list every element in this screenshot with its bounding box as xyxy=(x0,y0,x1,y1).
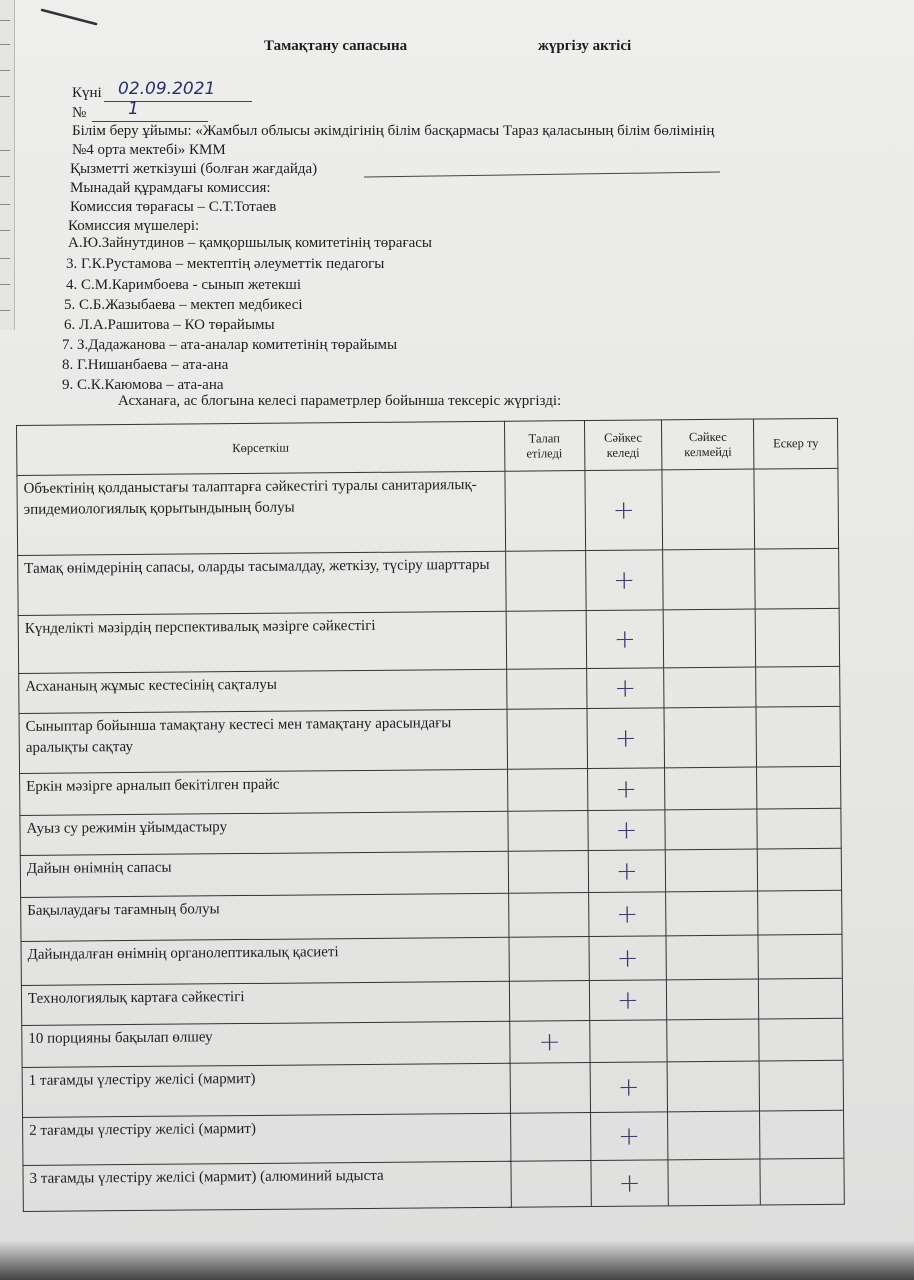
compliant-cell: + xyxy=(587,768,665,811)
compliant-cell xyxy=(589,1020,667,1063)
inspection-intro: Асханаға, ас блогына келесі параметрлер бойынша тексеріс жүргізді: xyxy=(118,393,562,409)
date-underline xyxy=(104,101,252,102)
noncompliant-cell xyxy=(665,809,757,850)
required-cell xyxy=(507,769,587,812)
required-cell xyxy=(508,851,588,894)
column-header-criterion: Көрсеткіш xyxy=(17,421,505,475)
table-header-row xyxy=(17,418,838,475)
note-cell xyxy=(759,1060,843,1111)
number-label: № xyxy=(72,105,87,121)
table-row xyxy=(21,890,842,941)
note-cell xyxy=(755,608,839,667)
criterion-cell: 1 тағамды үлестіру желісі (мармит) xyxy=(22,1063,510,1117)
noncompliant-cell xyxy=(667,979,759,1020)
inspection-checklist-table xyxy=(16,418,845,1212)
table-row xyxy=(23,1158,844,1211)
note-cell xyxy=(757,766,841,809)
compliant-cell: + xyxy=(586,610,664,669)
note-cell xyxy=(756,706,840,767)
note-cell xyxy=(758,890,842,935)
noncompliant-cell xyxy=(664,667,756,708)
table-row xyxy=(18,608,839,673)
required-cell xyxy=(507,709,587,770)
required-cell xyxy=(509,981,589,1022)
required-cell xyxy=(505,471,585,552)
required-cell xyxy=(505,551,585,612)
criterion-cell: Еркін мәзірге арналып бекітілген прайс xyxy=(20,769,508,815)
compliant-cell: + xyxy=(590,1112,668,1161)
member-item: 4. С.М.Каримбоева - сынып жетекші xyxy=(66,277,301,293)
member-item: 5. С.Б.Жазыбаева – мектеп медбикесі xyxy=(64,297,303,313)
criterion-cell: Бақылаудағы тағамның болуы xyxy=(21,893,509,941)
required-cell xyxy=(508,811,588,852)
provider-underline xyxy=(364,172,720,178)
required-cell xyxy=(508,893,588,938)
table-row xyxy=(21,934,842,985)
date-row xyxy=(72,84,102,102)
criterion-cell: Тамақ өнімдерінің сапасы, оларды тасымалдау, жеткізу, түсіру шарттары xyxy=(18,551,506,615)
column-header-note: Ескер ту xyxy=(754,418,838,469)
note-cell xyxy=(759,1018,843,1061)
criterion-cell: Дайын өнімнің сапасы xyxy=(20,851,508,897)
note-cell xyxy=(758,934,842,979)
criterion-cell: 10 порцияны бақылап өлшеу xyxy=(22,1021,510,1067)
act-title-left: Тамақтану сапасына xyxy=(264,38,408,54)
note-cell xyxy=(759,978,843,1019)
required-cell xyxy=(511,1161,591,1208)
criterion-cell: Асхананың жұмыс кестесінің сақталуы xyxy=(19,669,507,713)
table-row xyxy=(22,1018,843,1067)
noncompliant-cell xyxy=(662,469,755,550)
note-cell xyxy=(754,468,839,549)
noncompliant-cell xyxy=(666,891,758,936)
criterion-cell: Ауыз су режимін ұйымдастыру xyxy=(20,811,508,855)
member-item: 8. Г.Нишанбаева – ата-ана xyxy=(62,357,229,373)
table-row xyxy=(17,468,839,555)
photo-bottom-shadow xyxy=(0,1240,914,1280)
noncompliant-cell xyxy=(665,849,757,892)
noncompliant-cell xyxy=(663,549,755,610)
table-row xyxy=(20,766,841,815)
members-label: Комиссия мүшелері: xyxy=(68,218,200,234)
member-item: 7. З.Дадажанова – ата-аналар комитетінің төрайымы xyxy=(62,337,398,353)
number-value: 1 xyxy=(128,99,139,119)
note-cell xyxy=(760,1110,844,1159)
compliant-cell: + xyxy=(589,980,667,1021)
compliant-cell: + xyxy=(584,470,662,551)
required-cell xyxy=(510,1063,590,1114)
adjacent-page-edge xyxy=(0,0,15,330)
member-item: 3. Г.К.Рустамова – мектептің әлеуметтік педагогы xyxy=(66,256,385,272)
noncompliant-cell xyxy=(667,1019,759,1062)
note-cell xyxy=(760,1158,844,1205)
noncompliant-cell xyxy=(663,609,755,668)
commission-intro: Мынадай құрамдағы комиссия: xyxy=(70,180,271,196)
criterion-cell: Күнделікті мәзірдің перспективалық мәзірге сәйкестігі xyxy=(18,611,506,673)
table-row xyxy=(22,1060,843,1117)
member-item: 6. Л.А.Рашитова – КО төрайымы xyxy=(64,317,275,333)
compliant-cell: + xyxy=(587,708,665,769)
required-cell xyxy=(509,937,589,982)
required-cell xyxy=(506,611,586,670)
column-header-required: Талап етіледі xyxy=(504,421,584,472)
table-row xyxy=(20,848,841,897)
compliant-cell: + xyxy=(586,668,664,709)
provider-label: Қызметті жеткізуші (болған жағдайда) xyxy=(70,161,318,177)
noncompliant-cell xyxy=(667,1061,759,1112)
required-cell xyxy=(506,669,586,710)
organization-line-2: №4 орта мектебі» КММ xyxy=(72,142,226,158)
table-row xyxy=(23,1110,844,1165)
member-item: 9. С.К.Каюмова – ата-ана xyxy=(62,377,224,393)
criterion-cell: Дайындалған өнімнің органолептикалық қасиеті xyxy=(21,937,509,985)
date-value: 02.09.2021 xyxy=(118,79,216,99)
table-row xyxy=(19,706,840,773)
note-cell xyxy=(757,848,841,891)
criterion-cell: Сыныптар бойынша тамақтану кестесі мен тамақтану арасындағы аралықты сақтау xyxy=(19,709,507,773)
column-header-noncompliant: Сәйкес келмейді xyxy=(662,419,754,470)
required-cell xyxy=(510,1113,590,1162)
noncompliant-cell xyxy=(668,1111,760,1160)
required-cell: + xyxy=(509,1021,589,1064)
date-label: Күні xyxy=(72,85,102,101)
compliant-cell: + xyxy=(590,1062,668,1113)
noncompliant-cell xyxy=(668,1159,760,1206)
act-title-right: жүргізу актісі xyxy=(538,38,632,54)
note-cell xyxy=(756,666,840,707)
noncompliant-cell xyxy=(666,935,758,980)
criterion-cell: Технологиялық картаға сәйкестігі xyxy=(21,981,509,1025)
table-row xyxy=(18,548,839,615)
pen-stroke-mark xyxy=(40,6,100,28)
compliant-cell: + xyxy=(588,892,666,937)
note-cell xyxy=(755,548,839,609)
criterion-cell: 2 тағамды үлестіру желісі (мармит) xyxy=(23,1113,511,1165)
organization-line-1: Білім беру ұйымы: «Жамбыл облысы әкімдігінің білім басқармасы Тараз қаласының білім бөлімінің xyxy=(72,123,715,139)
compliant-cell: + xyxy=(587,810,665,851)
member-item: А.Ю.Зайнутдинов – қамқоршылық комитетінің төрағасы xyxy=(68,235,432,251)
criterion-cell: Объектінің қолданыстағы талаптарға сәйкестігі туралы санитариялық-эпидемиологиялық қорытындының болуы xyxy=(17,471,505,555)
commission-chairman: Комиссия төрағасы – С.Т.Тотаев xyxy=(70,199,277,215)
column-header-compliant: Сәйкес келеді xyxy=(584,420,662,471)
compliant-cell: + xyxy=(589,936,667,981)
note-cell xyxy=(757,808,841,849)
compliant-cell: + xyxy=(588,850,666,893)
noncompliant-cell xyxy=(664,707,756,768)
criterion-cell: 3 тағамды үлестіру желісі (мармит) (алюминий ыдыста xyxy=(23,1161,511,1211)
compliant-cell: + xyxy=(590,1160,668,1207)
compliant-cell: + xyxy=(585,550,663,611)
noncompliant-cell xyxy=(665,767,757,810)
